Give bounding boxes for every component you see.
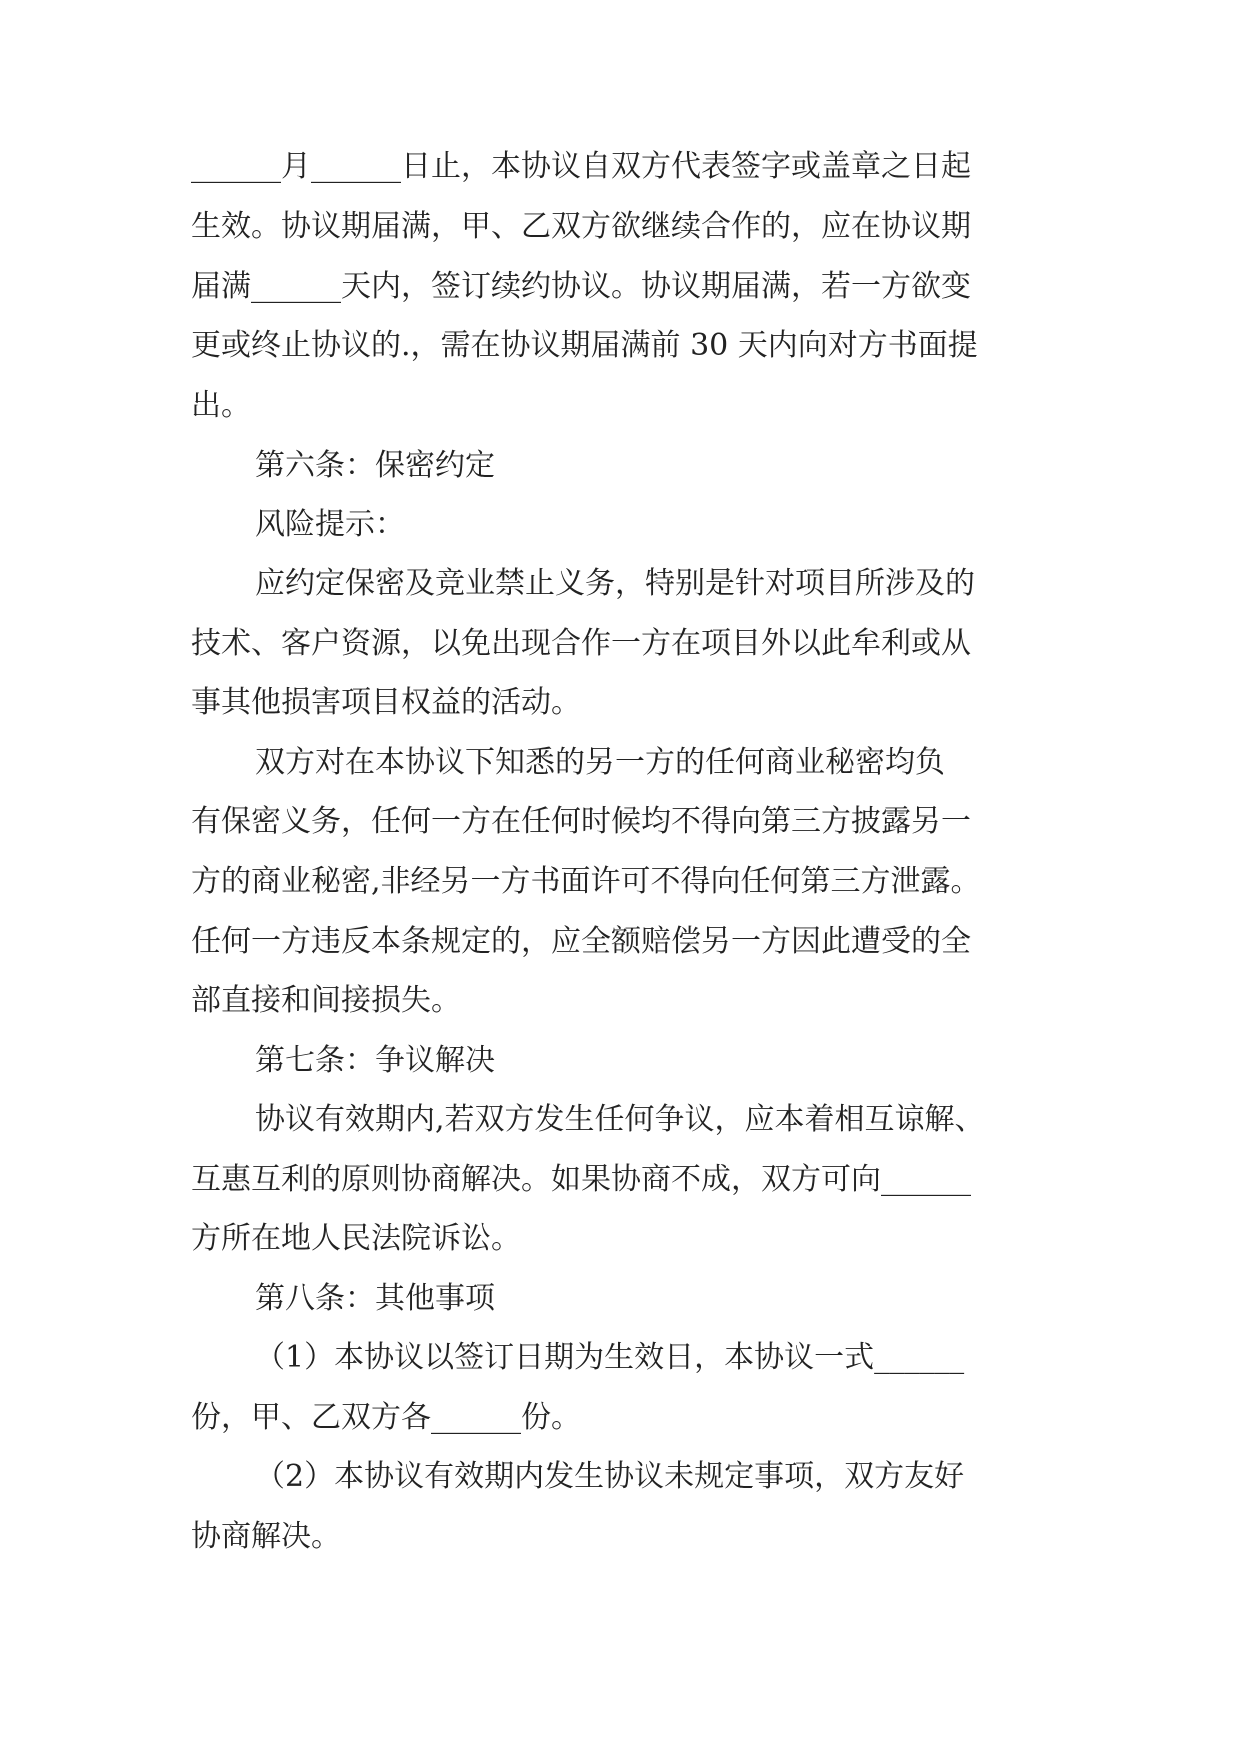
text-line: 方所在地人民法院诉讼。 bbox=[191, 1221, 521, 1256]
text-line: 事其他损害项目权益的活动。 bbox=[191, 685, 581, 720]
text-line: 生效。协议期届满，甲、乙双方欲继续合作的，应在协议期 bbox=[191, 209, 971, 244]
text-line: 出。 bbox=[191, 388, 251, 423]
text-line: 届满______天内，签订续约协议。协议期届满，若一方欲变 bbox=[191, 269, 971, 304]
text-line: 双方对在本协议下知悉的另一方的任何商业秘密均负 bbox=[255, 745, 945, 780]
text-line: 协商解决。 bbox=[191, 1519, 341, 1554]
text-line: 任何一方违反本条规定的，应全额赔偿另一方因此遭受的全 bbox=[191, 924, 971, 959]
risk-note-label: 风险提示： bbox=[255, 507, 405, 542]
section-heading-8: 第八条：其他事项 bbox=[255, 1281, 495, 1316]
text-line: 更或终止协议的.，需在协议期届满前 30 天内向对方书面提 bbox=[191, 328, 978, 363]
text-line: 方的商业秘密,非经另一方书面许可不得向任何第三方泄露。 bbox=[191, 864, 981, 899]
text-line: 协议有效期内,若双方发生任何争议，应本着相互谅解、 bbox=[255, 1102, 985, 1137]
text-line: 份，甲、乙双方各______份。 bbox=[191, 1400, 581, 1435]
text-line: ______月______日止，本协议自双方代表签字或盖章之日起 bbox=[191, 149, 971, 184]
section-heading-7: 第七条：争议解决 bbox=[255, 1043, 495, 1078]
text-line: （1）本协议以签订日期为生效日，本协议一式______ bbox=[255, 1340, 965, 1375]
text-line: 部直接和间接损失。 bbox=[191, 983, 461, 1018]
text-line: 应约定保密及竞业禁止义务，特别是针对项目所涉及的 bbox=[255, 566, 975, 601]
text-line: 技术、客户资源，以免出现合作一方在项目外以此牟利或从 bbox=[191, 626, 971, 661]
text-line: 有保密义务，任何一方在任何时候均不得向第三方披露另一 bbox=[191, 804, 971, 839]
text-line: （2）本协议有效期内发生协议未规定事项，双方友好 bbox=[255, 1459, 965, 1494]
section-heading-6: 第六条：保密约定 bbox=[255, 448, 495, 483]
text-line: 互惠互利的原则协商解决。如果协商不成，双方可向______ bbox=[191, 1162, 971, 1197]
